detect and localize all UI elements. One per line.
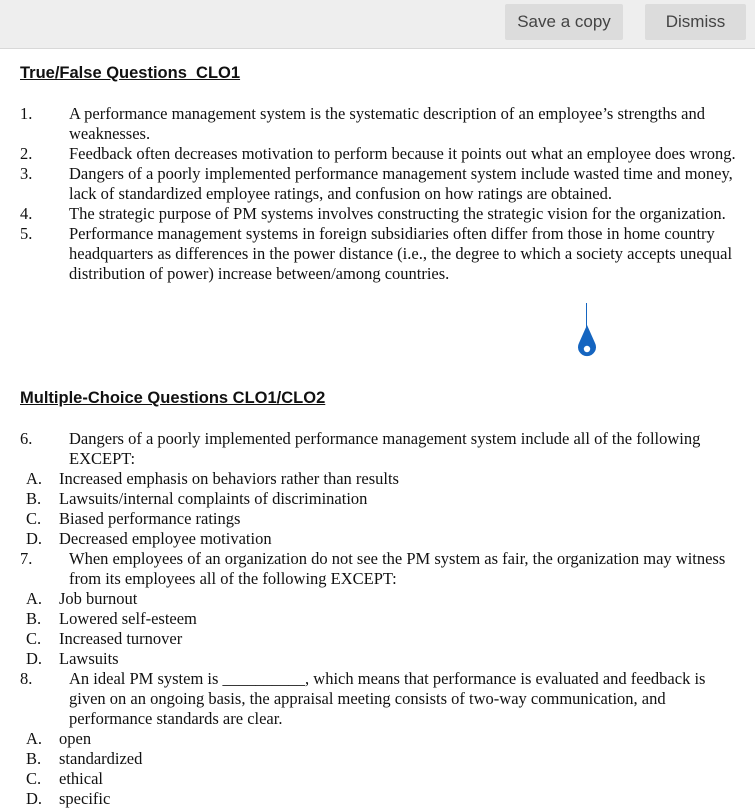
question-text: Feedback often decreases motivation to perform because it points out what an employee does wrong. xyxy=(69,144,736,163)
question-item xyxy=(20,104,740,144)
answer-option xyxy=(26,589,740,609)
option-text: Lowered self-esteem xyxy=(59,609,197,628)
option-letter: C. xyxy=(26,509,42,528)
option-text: specific xyxy=(59,789,111,808)
question-text: Dangers of a poorly implemented performance management system include all of the following EXCEPT: xyxy=(69,429,701,468)
question-number: 1. xyxy=(20,104,33,123)
option-letter: D. xyxy=(26,649,43,668)
question-number: 6. xyxy=(20,429,33,448)
option-text: open xyxy=(59,729,92,748)
option-text: Decreased employee motivation xyxy=(59,529,272,548)
answer-option xyxy=(26,489,740,509)
question-item xyxy=(20,144,740,164)
question-item xyxy=(20,429,740,469)
option-text: ethical xyxy=(59,769,103,788)
option-letter: A. xyxy=(26,469,43,488)
text-cursor xyxy=(586,303,587,327)
question-number: 2. xyxy=(20,144,33,163)
option-text: Lawsuits xyxy=(59,649,119,668)
multiple-choice-list xyxy=(20,429,740,809)
answer-option xyxy=(26,629,740,649)
dismiss-button[interactable]: Dismiss xyxy=(645,4,746,40)
question-item xyxy=(20,549,740,589)
selection-handle-icon[interactable] xyxy=(577,325,597,361)
section-heading-multiple-choice: Multiple-Choice Questions CLO1/CLO2 xyxy=(20,389,326,407)
option-text: standardized xyxy=(59,749,143,768)
question-item xyxy=(20,204,740,224)
answer-option xyxy=(26,729,740,749)
option-letter: D. xyxy=(26,529,43,548)
question-number: 7. xyxy=(20,549,33,568)
answer-option xyxy=(26,789,740,809)
answer-option xyxy=(26,609,740,629)
question-item xyxy=(20,164,740,204)
question-text: Performance management systems in foreign subsidiaries often differ from those in home country headquarters as differences in the power distance (i.e., the degree to which a society accepts unequal distribution of power) increase between/among countries. xyxy=(69,224,733,283)
answer-option xyxy=(26,469,740,489)
answer-option xyxy=(26,769,740,789)
option-text: Job burnout xyxy=(59,589,138,608)
option-text: Lawsuits/internal complaints of discrimination xyxy=(59,489,368,508)
question-text: An ideal PM system is __________, which means that performance is evaluated and feedback is given on an ongoing basis, the appraisal meeting consists of two-way communication, and performance standards are clear. xyxy=(69,669,706,728)
save-copy-button[interactable]: Save a copy xyxy=(505,4,623,40)
top-toolbar xyxy=(0,0,755,49)
option-text: Biased performance ratings xyxy=(59,509,241,528)
question-text: The strategic purpose of PM systems involves constructing the strategic vision for the organization. xyxy=(69,204,726,223)
question-text: Dangers of a poorly implemented performance management system include wasted time and money, lack of standardized employee ratings, and confusion on how ratings are obtained. xyxy=(69,164,733,203)
answer-option xyxy=(26,509,740,529)
question-text: When employees of an organization do not see the PM system as fair, the organization may witness from its employees all of the following EXCEPT: xyxy=(69,549,726,588)
question-item xyxy=(20,669,740,729)
question-number: 5. xyxy=(20,224,33,243)
option-text: Increased turnover xyxy=(59,629,183,648)
question-number: 8. xyxy=(20,669,33,688)
section-heading-true-false: True/False Questions CLO1 xyxy=(20,64,241,82)
option-letter: A. xyxy=(26,729,43,748)
question-number: 4. xyxy=(20,204,33,223)
question-text: A performance management system is the systematic description of an employee’s strengths and weaknesses. xyxy=(69,104,705,143)
answer-option xyxy=(26,649,740,669)
question-number: 3. xyxy=(20,164,33,183)
answer-option xyxy=(26,529,740,549)
option-letter: B. xyxy=(26,609,42,628)
option-letter: B. xyxy=(26,489,42,508)
option-letter: D. xyxy=(26,789,43,808)
option-letter: A. xyxy=(26,589,43,608)
true-false-list xyxy=(20,104,740,284)
option-letter: C. xyxy=(26,629,42,648)
question-item xyxy=(20,224,740,284)
answer-option xyxy=(26,749,740,769)
option-letter: C. xyxy=(26,769,42,788)
option-text: Increased emphasis on behaviors rather than results xyxy=(59,469,399,488)
option-letter: B. xyxy=(26,749,42,768)
